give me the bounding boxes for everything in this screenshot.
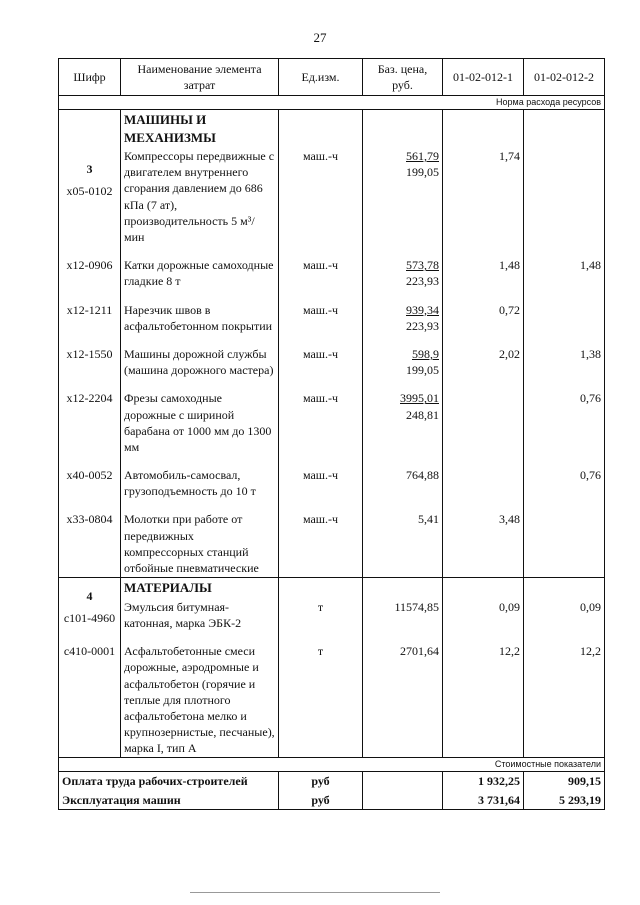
total-unit: руб <box>279 791 363 810</box>
total-row <box>59 791 605 810</box>
row-unit: маш.-ч <box>279 301 363 335</box>
spacer-cell <box>524 500 605 510</box>
section-header <box>59 110 605 148</box>
row-value-col2: 12,2 <box>524 642 605 758</box>
section-title: МАШИНЫ И МЕХАНИЗМЫ <box>121 110 279 148</box>
spacer-cell <box>443 632 524 642</box>
row-unit: маш.-ч <box>279 256 363 290</box>
total-col2: 909,15 <box>524 772 605 791</box>
row-value-col1: 1,74 <box>443 147 524 246</box>
row-code: х12-1550 <box>59 345 121 379</box>
row-value-col2: 0,76 <box>524 389 605 456</box>
table-row <box>59 510 605 577</box>
spacer-cell <box>279 500 363 510</box>
row-value-col2 <box>524 510 605 577</box>
norm-label: Норма расхода ресурсов <box>59 96 605 110</box>
total-unit: руб <box>279 772 363 791</box>
row-value-col2 <box>524 147 605 246</box>
spacer-cell <box>121 379 279 389</box>
header-price: Баз. цена, руб. <box>363 59 443 96</box>
row-name: Эмульсия битумная-катонная, марка ЭБК-2 <box>121 598 279 632</box>
row-spacer <box>59 500 605 510</box>
row-name: Молотки при работе от передвижных компрессорных станций отбойные пневматические <box>121 510 279 577</box>
spacer-cell <box>121 246 279 256</box>
spacer-cell <box>524 335 605 345</box>
row-spacer <box>59 291 605 301</box>
spacer-cell <box>524 632 605 642</box>
row-price-main: 939,34 <box>406 302 439 317</box>
table-row <box>59 642 605 758</box>
total-label: Оплата труда рабочих-строителей <box>59 772 279 791</box>
spacer-cell <box>443 500 524 510</box>
row-code: с410-0001 <box>59 642 121 758</box>
table-row <box>59 256 605 290</box>
spacer-cell <box>524 456 605 466</box>
row-unit: маш.-ч <box>279 466 363 500</box>
spacer-cell <box>363 291 443 301</box>
row-price-secondary: 223,93 <box>406 274 439 289</box>
spacer-cell <box>363 500 443 510</box>
spacer-cell <box>59 291 121 301</box>
row-unit: маш.-ч <box>279 510 363 577</box>
spacer-cell <box>363 456 443 466</box>
row-price-main: 2701,64 <box>400 644 439 659</box>
row-spacer <box>59 335 605 345</box>
spacer-cell <box>121 500 279 510</box>
row-price-secondary: 248,81 <box>406 407 439 422</box>
page-number: 27 <box>313 30 327 45</box>
row-code: х12-1211 <box>59 301 121 335</box>
row-price-main: 561,79 <box>406 149 439 164</box>
row-code: х12-0906 <box>59 256 121 290</box>
spacer-cell <box>279 291 363 301</box>
spacer-cell <box>363 246 443 256</box>
section-number <box>59 578 121 632</box>
empty-cell <box>363 110 443 148</box>
row-value-col2 <box>524 301 605 335</box>
total-label: Эксплуатация машин <box>59 791 279 810</box>
spacer-cell <box>443 246 524 256</box>
row-name: Катки дорожные самоходные гладкие 8 т <box>121 256 279 290</box>
spacer-cell <box>59 379 121 389</box>
row-price <box>363 345 443 379</box>
table-row <box>59 466 605 500</box>
row-value-col1: 3,48 <box>443 510 524 577</box>
section-header <box>59 578 605 598</box>
spacer-cell <box>59 335 121 345</box>
row-price <box>363 389 443 456</box>
row-value-col1: 0,72 <box>443 301 524 335</box>
row-price-secondary: 199,05 <box>406 363 439 378</box>
row-unit: маш.-ч <box>279 345 363 379</box>
spacer-cell <box>121 632 279 642</box>
spacer-cell <box>121 335 279 345</box>
section-number <box>59 110 121 247</box>
empty-cell <box>443 110 524 148</box>
spacer-cell <box>121 291 279 301</box>
row-price-main: 11574,85 <box>394 599 439 614</box>
empty-cell <box>524 110 605 148</box>
row-name: Нарезчик швов в асфальтобетонном покрытии <box>121 301 279 335</box>
section-title: МАТЕРИАЛЫ <box>121 578 279 598</box>
table-row <box>59 345 605 379</box>
total-col1: 3 731,64 <box>443 791 524 810</box>
spacer-cell <box>443 456 524 466</box>
spacer-cell <box>363 632 443 642</box>
row-value-col1: 0,09 <box>443 598 524 632</box>
row-value-col2: 0,09 <box>524 598 605 632</box>
total-col2: 5 293,19 <box>524 791 605 810</box>
page-bottom-line <box>190 892 440 893</box>
row-name: Асфальтобетонные смеси дорожные, аэродромные и асфальтобетон (горячие и теплые для плотного асфальтобетона мелко и крупнозернистые, песчаные), марка I, тип А <box>121 642 279 758</box>
table-row <box>59 598 605 632</box>
section-number-text: 4 <box>86 588 93 603</box>
row-name: Машины дорожной службы (машина дорожного мастера) <box>121 345 279 379</box>
header-unit: Ед.изм. <box>279 59 363 96</box>
row-code: х40-0052 <box>59 466 121 500</box>
table-row <box>59 389 605 456</box>
empty-cell <box>279 578 363 598</box>
row-value-col1: 1,48 <box>443 256 524 290</box>
row-value-col2: 1,38 <box>524 345 605 379</box>
total-col1: 1 932,25 <box>443 772 524 791</box>
spacer-cell <box>279 335 363 345</box>
spacer-cell <box>443 379 524 389</box>
row-price <box>363 256 443 290</box>
header-col1: 01-02-012-1 <box>443 59 524 96</box>
header-name: Наименование элемента затрат <box>121 59 279 96</box>
row-spacer <box>59 379 605 389</box>
row-unit: маш.-ч <box>279 389 363 456</box>
cost-label: Стоимостные показатели <box>59 758 605 772</box>
row-code: х12-2204 <box>59 389 121 456</box>
row-name: Компрессоры передвижные с двигателем внутреннего сгорания давлением до 686 кПа (7 ат), производительность 5 м³/мин <box>121 147 279 246</box>
spacer-cell <box>279 379 363 389</box>
row-unit: т <box>279 598 363 632</box>
row-price <box>363 147 443 246</box>
row-price <box>363 301 443 335</box>
spacer-cell <box>279 246 363 256</box>
empty-cell <box>363 772 443 791</box>
row-price-main: 598,9 <box>412 346 439 361</box>
row-price-main: 5,41 <box>418 512 439 527</box>
section-number-text: 3 <box>86 161 93 176</box>
spacer-cell <box>443 291 524 301</box>
spacer-cell <box>524 291 605 301</box>
row-price <box>363 510 443 577</box>
row-spacer <box>59 246 605 256</box>
resource-table <box>58 58 605 810</box>
empty-cell <box>524 578 605 598</box>
norm-row <box>59 96 605 110</box>
spacer-cell <box>363 335 443 345</box>
empty-cell <box>279 110 363 148</box>
spacer-cell <box>279 632 363 642</box>
table-header <box>59 59 605 96</box>
header-col2: 01-02-012-2 <box>524 59 605 96</box>
row-unit: т <box>279 642 363 758</box>
spacer-cell <box>443 335 524 345</box>
spacer-cell <box>279 456 363 466</box>
row-value-col1: 12,2 <box>443 642 524 758</box>
row-value-col2: 1,48 <box>524 256 605 290</box>
row-price <box>363 642 443 758</box>
row-price-secondary: 223,93 <box>406 318 439 333</box>
spacer-cell <box>59 500 121 510</box>
row-name: Автомобиль-самосвал, грузоподъемность до 10 т <box>121 466 279 500</box>
row-value-col2: 0,76 <box>524 466 605 500</box>
row-price <box>363 598 443 632</box>
row-code: х33-0804 <box>59 510 121 577</box>
spacer-cell <box>59 456 121 466</box>
row-price-main: 764,88 <box>406 468 439 483</box>
table-row <box>59 301 605 335</box>
row-name: Фрезы самоходные дорожные с шириной барабана от 1000 мм до 1300 мм <box>121 389 279 456</box>
empty-cell <box>363 578 443 598</box>
header-code: Шифр <box>59 59 121 96</box>
row-price <box>363 466 443 500</box>
row-spacer <box>59 456 605 466</box>
spacer-cell <box>121 456 279 466</box>
total-row <box>59 772 605 791</box>
row-price-main: 573,78 <box>406 258 439 273</box>
spacer-cell <box>524 379 605 389</box>
row-price-secondary: 199,05 <box>406 165 439 180</box>
row-value-col1: 2,02 <box>443 345 524 379</box>
row-code: х05-0102 <box>66 184 113 199</box>
row-spacer <box>59 632 605 642</box>
spacer-cell <box>59 632 121 642</box>
row-unit: маш.-ч <box>279 147 363 246</box>
cost-row <box>59 758 605 772</box>
spacer-cell <box>524 246 605 256</box>
row-value-col1 <box>443 389 524 456</box>
spacer-cell <box>363 379 443 389</box>
row-value-col1 <box>443 466 524 500</box>
row-code: с101-4960 <box>63 611 116 626</box>
row-price-main: 3995,01 <box>400 391 439 406</box>
empty-cell <box>443 578 524 598</box>
empty-cell <box>363 791 443 810</box>
table-row <box>59 147 605 246</box>
spacer-cell <box>59 246 121 256</box>
